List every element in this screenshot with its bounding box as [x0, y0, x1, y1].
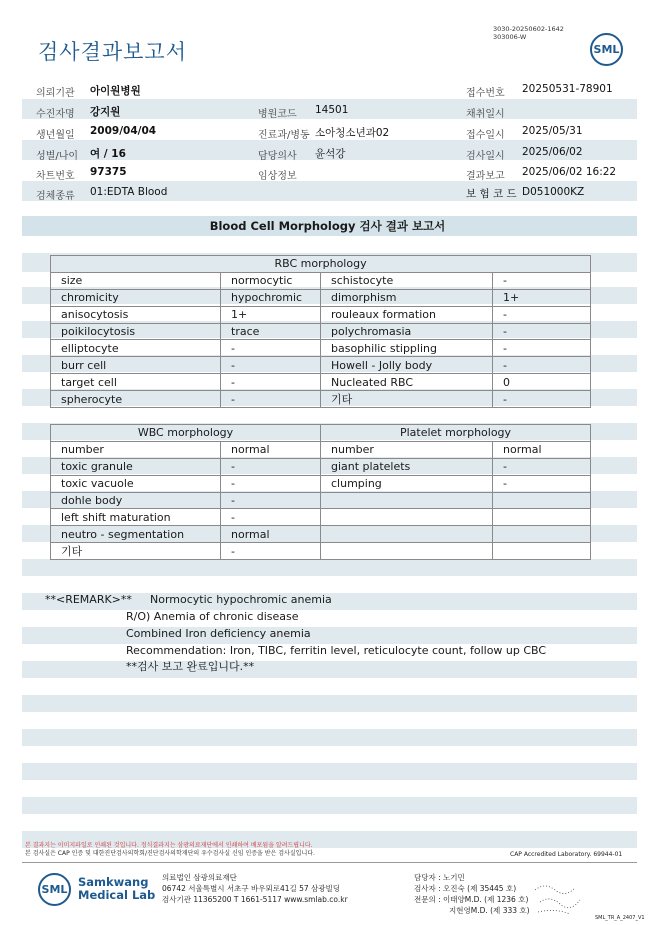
info-row-institution — [0, 81, 655, 101]
platelet-table-header: Platelet morphology — [321, 425, 591, 442]
platelet-item: giant platelets — [321, 458, 493, 475]
rbc-value: 1+ — [493, 289, 591, 306]
wbc-item: 기타 — [51, 543, 221, 560]
rbc-item: polychromasia — [321, 323, 493, 340]
rbc-value: - — [221, 357, 321, 374]
page-title: 검사결과보고서 — [38, 40, 188, 64]
rbc-value: - — [493, 357, 591, 374]
platelet-value: - — [493, 475, 591, 492]
rbc-item: chromicity — [51, 289, 221, 306]
rbc-item: Howell - Jolly body — [321, 357, 493, 374]
insurance-label: 보 험 코 드 — [466, 188, 517, 200]
company-name — [78, 876, 155, 902]
rbc-item: anisocytosis — [51, 306, 221, 323]
examiner-value: 오진숙 (제 35445 호) — [443, 884, 517, 893]
wbc-item: number — [51, 441, 221, 458]
org-info — [162, 872, 348, 905]
table-row — [51, 306, 591, 323]
examiner-label: 검사자 : — [414, 884, 441, 893]
remark-label: **<REMARK>** — [45, 593, 132, 606]
staff-value: 노기민 — [443, 873, 465, 882]
table-row — [51, 492, 591, 509]
platelet-item — [321, 509, 493, 526]
rbc-value: 1+ — [221, 306, 321, 323]
remark-line-3: Combined Iron deficiency anemia — [126, 627, 311, 640]
receipt-no-label: 접수번호 — [466, 88, 505, 99]
clinical-label: 임상정보 — [258, 171, 297, 182]
table-row — [51, 374, 591, 391]
patient-label: 수진자명 — [36, 109, 75, 120]
platelet-value: normal — [493, 441, 591, 458]
staff-label: 담당자 : — [414, 873, 441, 882]
rbc-item: spherocyte — [51, 391, 221, 408]
org-contact: 검사기관 11365200 T 1661-5117 www.smlab.co.kr — [162, 895, 348, 904]
collect-date-label: 채취일시 — [466, 109, 505, 120]
specialist-2-value: 지현영M.D. (제 333 호) — [449, 906, 530, 915]
rbc-value: - — [221, 340, 321, 357]
rbc-item: target cell — [51, 374, 221, 391]
org-name: 의료법인 삼광의료재단 — [162, 873, 237, 882]
rbc-value: normocytic — [221, 272, 321, 289]
remark-line-4: Recommendation: Iron, TIBC, ferritin level, reticulocyte count, follow up CBC — [126, 644, 547, 657]
footer-divider — [22, 862, 637, 863]
platelet-value — [493, 509, 591, 526]
company-name-2: Medical Lab — [78, 888, 156, 902]
receipt-no-value: 20250531-78901 — [522, 83, 613, 95]
rbc-item: elliptocyte — [51, 340, 221, 357]
rbc-item: burr cell — [51, 357, 221, 374]
table-row — [51, 526, 591, 543]
table-row — [51, 340, 591, 357]
sml-footer-logo-icon: SML — [38, 873, 71, 906]
doctor-label: 담당의사 — [258, 151, 297, 162]
dept-value: 소아청소년과02 — [315, 127, 390, 139]
rbc-item: rouleaux formation — [321, 306, 493, 323]
rbc-value: trace — [221, 323, 321, 340]
bg-stripe — [22, 797, 637, 814]
wbc-item: toxic vacuole — [51, 475, 221, 492]
rbc-value: - — [221, 374, 321, 391]
platelet-value — [493, 543, 591, 560]
bg-stripe — [22, 559, 637, 576]
institution-value: 아이원병원 — [90, 85, 141, 97]
specimen-value: 01:EDTA Blood — [90, 186, 168, 198]
rbc-value: hypochromic — [221, 289, 321, 306]
table-row — [51, 323, 591, 340]
doctor-value: 윤석강 — [315, 148, 346, 160]
rbc-item: size — [51, 272, 221, 289]
rbc-value: - — [493, 272, 591, 289]
signature-image — [530, 880, 590, 920]
sex-age-label: 성별/나이 — [36, 151, 79, 162]
platelet-value: - — [493, 458, 591, 475]
insurance-value: D051000KZ — [522, 186, 585, 198]
rbc-value: - — [221, 391, 321, 408]
wbc-table-header: WBC morphology — [51, 425, 321, 442]
rbc-value: - — [493, 340, 591, 357]
rbc-value: 0 — [493, 374, 591, 391]
receipt-date-value: 2025/05/31 — [522, 125, 583, 137]
rbc-item: dimorphism — [321, 289, 493, 306]
chart-value: 97375 — [90, 166, 127, 178]
report-date-label: 결과보고 — [466, 171, 505, 182]
specialist-label: 전문의 : — [414, 895, 441, 904]
staff-info — [414, 872, 530, 916]
table-row — [51, 441, 591, 458]
specialist-1-value: 이태양M.D. (제 1236 호) — [443, 895, 529, 904]
wbc-item: toxic granule — [51, 458, 221, 475]
platelet-item: number — [321, 441, 493, 458]
table-row — [51, 357, 591, 374]
info-row-specimen — [0, 184, 655, 204]
table-row — [51, 458, 591, 475]
wbc-platelet-table — [50, 424, 591, 560]
patient-value: 강지원 — [90, 106, 121, 118]
table-row — [51, 509, 591, 526]
birth-value: 2009/04/04 — [90, 125, 157, 137]
rbc-item: schistocyte — [321, 272, 493, 289]
wbc-value: - — [221, 509, 321, 526]
company-name-1: Samkwang — [78, 875, 149, 889]
test-date-label: 검사일시 — [466, 151, 505, 162]
wbc-value: - — [221, 492, 321, 509]
rbc-item: Nucleated RBC — [321, 374, 493, 391]
form-code: SML_TR_A_2407_V1 — [595, 915, 645, 921]
table-row — [51, 391, 591, 408]
receipt-date-label: 접수일시 — [466, 130, 505, 141]
document-code — [493, 25, 564, 41]
platelet-item — [321, 543, 493, 560]
platelet-value — [493, 526, 591, 543]
table-row — [51, 289, 591, 306]
table-row — [51, 272, 591, 289]
rbc-item: poikilocytosis — [51, 323, 221, 340]
rbc-item: basophilic stippling — [321, 340, 493, 357]
org-address: 06742 서울특별시 서초구 바우뫼로41길 57 삼광빌딩 — [162, 884, 341, 893]
wbc-value: - — [221, 458, 321, 475]
birth-label: 생년월일 — [36, 130, 75, 141]
report-title: Blood Cell Morphology 검사 결과 보고서 — [209, 219, 446, 233]
report-date-value: 2025/06/02 16:22 — [522, 166, 617, 178]
table-row — [51, 543, 591, 560]
platelet-item — [321, 526, 493, 543]
test-date-value: 2025/06/02 — [522, 146, 583, 158]
wbc-value: - — [221, 543, 321, 560]
document-code-1: 3030-20250602-1642 — [493, 25, 564, 33]
bg-stripe — [22, 763, 637, 780]
sml-logo-icon: SML — [590, 33, 623, 66]
info-row-chart — [0, 164, 655, 184]
bg-stripe — [22, 695, 637, 712]
table-row — [51, 475, 591, 492]
wbc-item: left shift maturation — [51, 509, 221, 526]
dept-label: 진료과/병동 — [258, 130, 310, 141]
cap-accreditation: CAP Accredited Laboratory. 69944-01 — [510, 851, 623, 858]
platelet-value — [493, 492, 591, 509]
rbc-table-header: RBC morphology — [51, 256, 591, 273]
platelet-item: clumping — [321, 475, 493, 492]
specimen-label: 검체종류 — [36, 191, 75, 202]
sex-age-value: 여 / 16 — [90, 148, 126, 160]
notice-accreditation: 본 검사실은 CAP 인증 및 대한진단검사의학회/진단검사의학재단의 우수검사실 신임 인증을 받은 검사실입니다. — [25, 850, 315, 857]
wbc-item: dohle body — [51, 492, 221, 509]
notice-red: 본 결과지는 이미지파일로 인쇄된 것입니다. 정식결과지는 삼광의료재단에서 인쇄하여 배포됨을 알려드립니다. — [25, 842, 313, 849]
rbc-value: - — [493, 391, 591, 408]
bg-stripe — [22, 729, 637, 746]
wbc-value: - — [221, 475, 321, 492]
rbc-value: - — [493, 306, 591, 323]
remark-line-2: R/O) Anemia of chronic disease — [126, 610, 299, 623]
wbc-item: neutro - segmentation — [51, 526, 221, 543]
rbc-value: - — [493, 323, 591, 340]
chart-label: 차트번호 — [36, 171, 75, 182]
hospital-code-value: 14501 — [315, 104, 349, 116]
bg-stripe — [22, 661, 637, 678]
wbc-value: normal — [221, 526, 321, 543]
platelet-item — [321, 492, 493, 509]
info-row-sex-age — [0, 144, 655, 164]
info-row-patient — [0, 102, 655, 122]
rbc-morphology-table — [50, 255, 591, 408]
hospital-code-label: 병원코드 — [258, 109, 297, 120]
remark-line-5: **검사 보고 완료입니다.** — [126, 660, 255, 673]
document-code-2: 303006-W — [493, 33, 527, 41]
remark-line-1: Normocytic hypochromic anemia — [150, 593, 332, 606]
info-row-birth — [0, 123, 655, 143]
institution-label: 의뢰기관 — [36, 88, 75, 99]
rbc-item: 기타 — [321, 391, 493, 408]
wbc-value: normal — [221, 441, 321, 458]
